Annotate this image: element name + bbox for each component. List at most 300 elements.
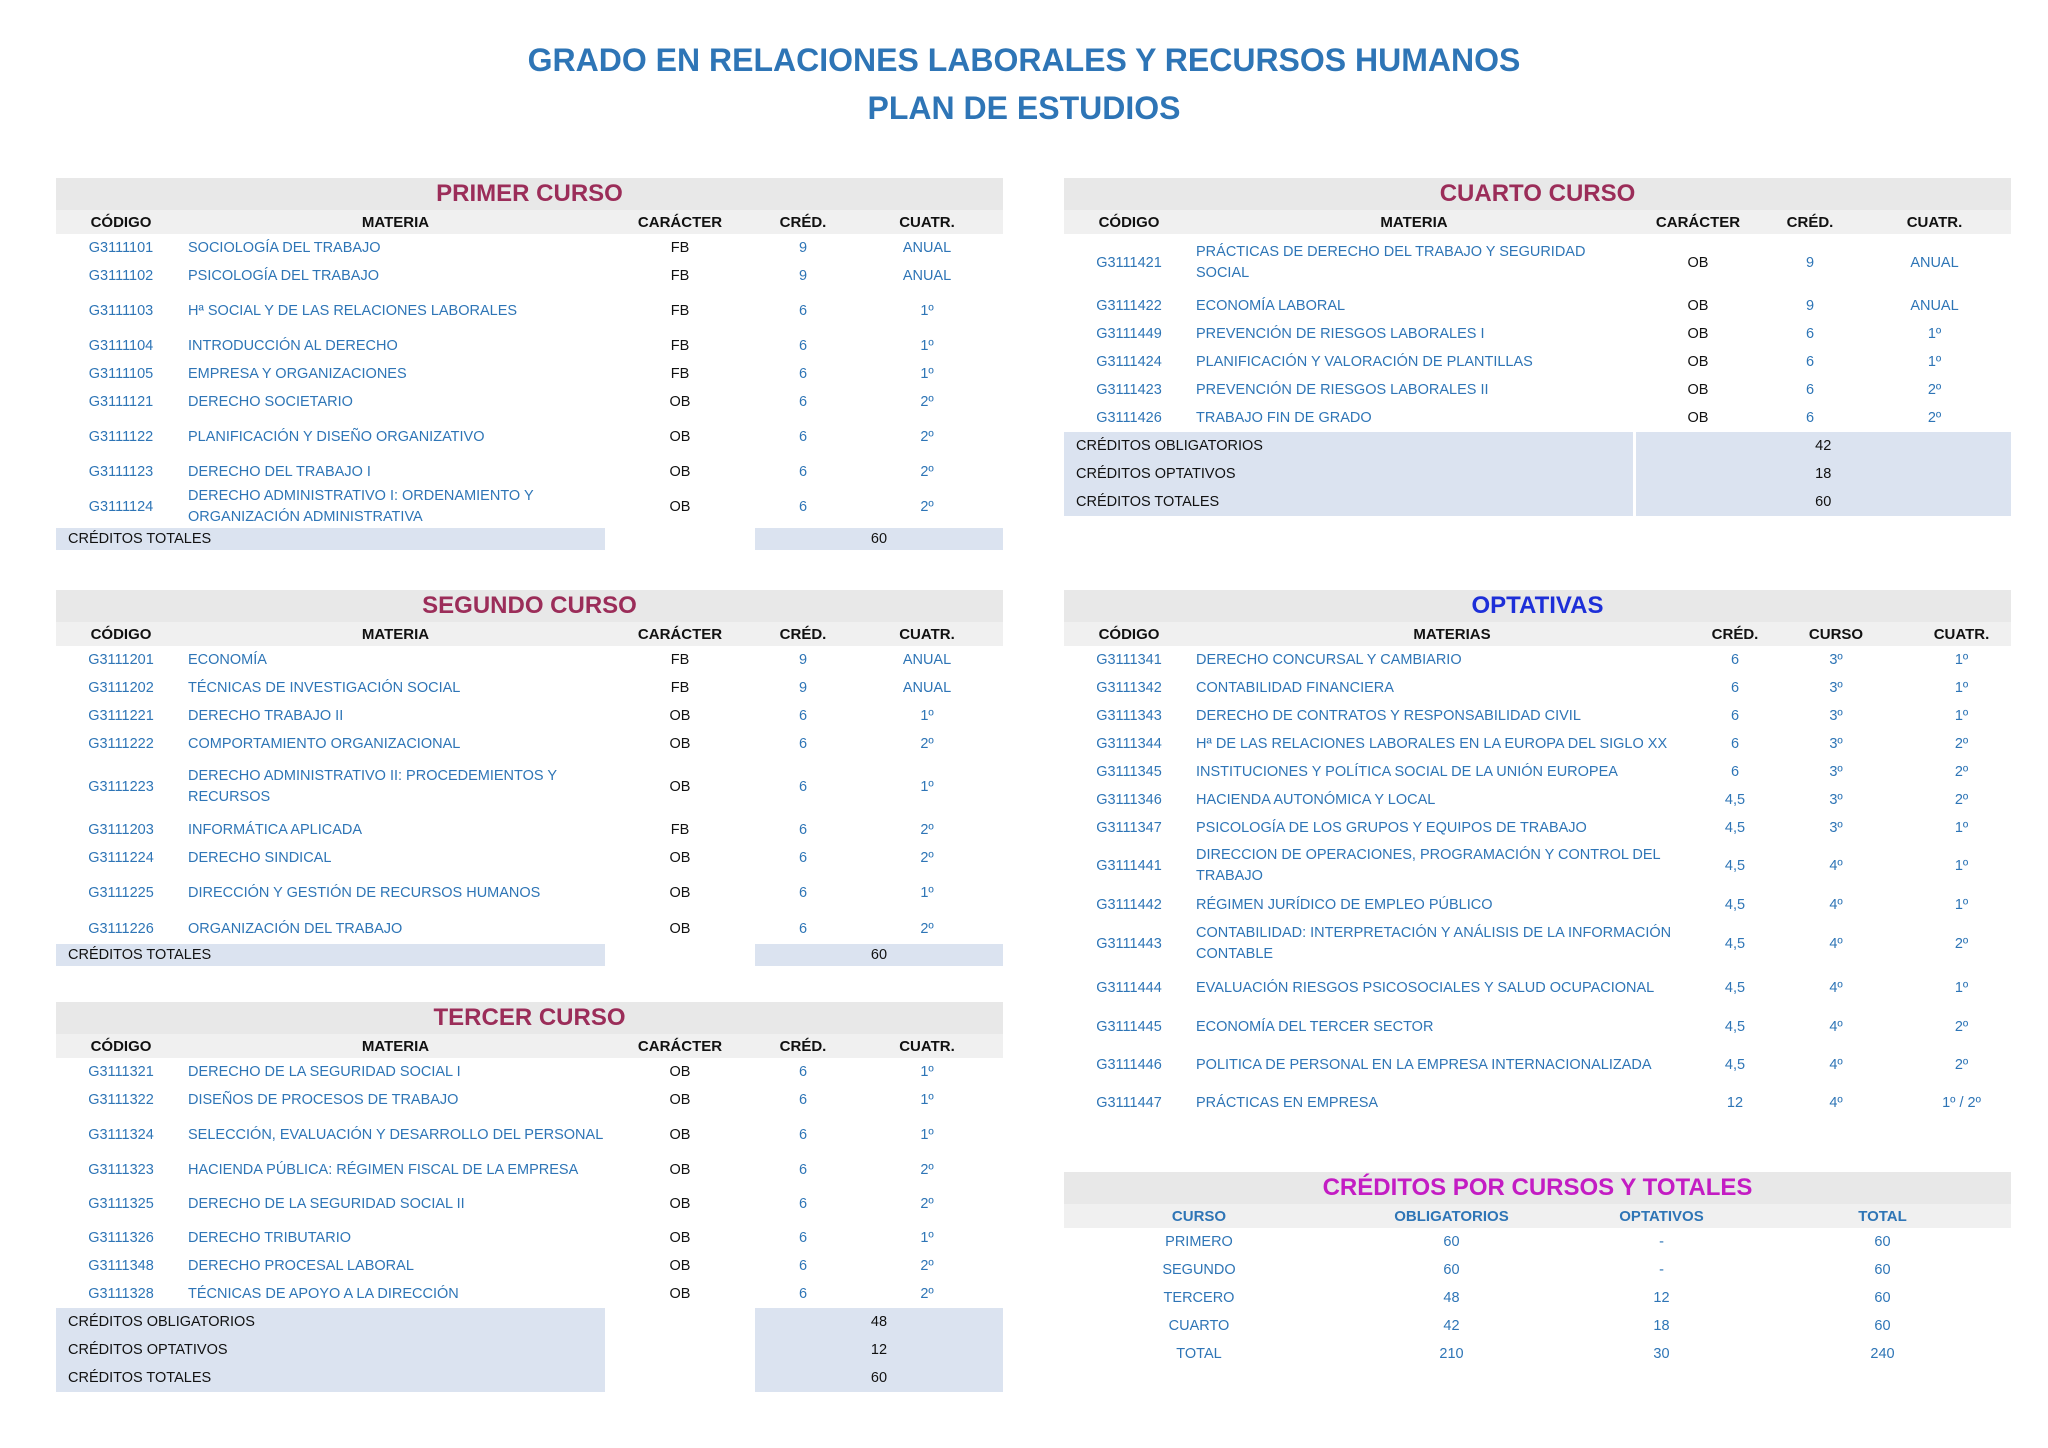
- document-subtitle: PLAN DE ESTUDIOS: [867, 90, 1181, 126]
- course-name: ECONOMÍA DEL TERCER SECTOR: [1196, 1018, 1434, 1035]
- resumen-curso: CUARTO: [1168, 1317, 1230, 1334]
- segundo-curso-title: SEGUNDO CURSO: [56, 590, 1003, 622]
- course-cred: 6: [798, 821, 808, 838]
- course-caracter: OB: [669, 1257, 691, 1274]
- course-cred: 6: [1730, 763, 1740, 780]
- course-code: G3111342: [1096, 679, 1162, 696]
- course-cuatr: 2º: [920, 849, 934, 866]
- header-materia: MATERIA: [186, 210, 605, 234]
- header-materia: MATERIA: [186, 1034, 605, 1058]
- header-cuatr: CUATR.: [851, 210, 1003, 234]
- course-cred: 4,5: [1724, 979, 1746, 996]
- table-row: [1064, 1228, 2011, 1256]
- course-cred: 6: [798, 302, 808, 319]
- course-code: G3111346: [1096, 791, 1162, 808]
- course-code: G3111341: [1096, 651, 1162, 668]
- course-caracter: OB: [669, 1063, 691, 1080]
- course-cred: 9: [798, 651, 808, 668]
- course-code: G3111441: [1096, 857, 1162, 874]
- course-code: G3111442: [1096, 896, 1162, 913]
- course-cred: 6: [1805, 353, 1815, 370]
- oblig-label: CRÉDITOS OBLIGATORIOS: [56, 1308, 605, 1336]
- course-curso: 3º: [1829, 791, 1843, 808]
- course-cred: 6: [1730, 707, 1740, 724]
- table-row: [56, 388, 1003, 416]
- table-row: [56, 758, 1003, 816]
- course-name: ORGANIZACIÓN DEL TRABAJO: [188, 920, 403, 937]
- tercer-curso-table: [56, 1034, 1003, 1392]
- course-name: COMPORTAMIENTO ORGANIZACIONAL: [188, 735, 461, 752]
- course-name: DERECHO SOCIETARIO: [188, 393, 353, 410]
- table-row: [56, 844, 1003, 872]
- course-cuatr: 2º: [920, 498, 934, 515]
- header-caracter: CARÁCTER: [605, 210, 755, 234]
- course-cuatr: 1º / 2º: [1942, 1094, 1981, 1111]
- course-name: CONTABILIDAD FINANCIERA: [1196, 679, 1394, 696]
- course-cuatr: 1º: [1927, 325, 1942, 342]
- table-row: [56, 1184, 1003, 1224]
- table-row: [56, 1252, 1003, 1280]
- course-name: PSICOLOGÍA DEL TRABAJO: [188, 267, 379, 284]
- course-code: G3111348: [88, 1257, 154, 1274]
- course-cuatr: 2º: [920, 428, 934, 445]
- oblig-row: [1064, 432, 2011, 460]
- course-code: G3111344: [1096, 735, 1162, 752]
- table-row: [56, 332, 1003, 360]
- course-name: PLANIFICACIÓN Y VALORACIÓN DE PLANTILLAS: [1196, 353, 1533, 370]
- header-cuatr: CUATR.: [1858, 210, 2011, 234]
- course-cred: 6: [798, 707, 808, 724]
- course-name: INTRODUCCIÓN AL DERECHO: [188, 337, 398, 354]
- totals-label: CRÉDITOS TOTALES: [1064, 488, 1634, 516]
- course-cuatr: 2º: [920, 1161, 934, 1178]
- table-row: [56, 1114, 1003, 1156]
- course-name: DERECHO DE LA SEGURIDAD SOCIAL I: [188, 1063, 461, 1080]
- course-code: G3111326: [88, 1229, 154, 1246]
- course-name: DERECHO ADMINISTRATIVO I: ORDENAMIENTO Y ORGANIZACIÓN ADMINISTRATIVA: [188, 488, 534, 525]
- course-curso: 3º: [1829, 707, 1843, 724]
- totals-value: 60: [1634, 488, 2011, 516]
- course-cred: 6: [798, 920, 808, 937]
- course-cred: 6: [798, 1285, 808, 1302]
- header-total: TOTAL: [1754, 1204, 2011, 1228]
- course-cred: 9: [1805, 297, 1815, 314]
- course-caracter: OB: [1687, 409, 1709, 426]
- totals-row: [56, 1364, 1003, 1392]
- header-curso: CURSO: [1760, 622, 1912, 646]
- course-cuatr: 1º: [920, 1091, 934, 1108]
- course-name: TÉCNICAS DE INVESTIGACIÓN SOCIAL: [188, 679, 461, 696]
- oblig-value: 48: [755, 1308, 1003, 1336]
- table-row: [1064, 814, 2011, 842]
- resumen-oblig: 60: [1443, 1261, 1460, 1278]
- course-caracter: OB: [1687, 325, 1709, 342]
- course-name: EMPRESA Y ORGANIZACIONES: [188, 365, 407, 382]
- course-curso: 4º: [1829, 979, 1843, 996]
- course-code: G3111422: [1096, 297, 1162, 314]
- table-row: [1064, 376, 2011, 404]
- course-cred: 6: [798, 1091, 808, 1108]
- course-name: SOCIOLOGÍA DEL TRABAJO: [188, 239, 381, 256]
- course-cred: 6: [798, 463, 808, 480]
- header-obligatorios: OBLIGATORIOS: [1334, 1204, 1569, 1228]
- course-caracter: OB: [669, 1091, 691, 1108]
- course-name: Hª SOCIAL Y DE LAS RELACIONES LABORALES: [188, 302, 518, 319]
- tercer-curso-title: TERCER CURSO: [56, 1002, 1003, 1034]
- table-row: [1064, 1008, 2011, 1046]
- course-code: G3111225: [88, 884, 154, 901]
- resumen-total: 240: [1870, 1345, 1895, 1362]
- course-cuatr: 1º: [920, 337, 934, 354]
- header-cred: CRÉD.: [755, 210, 851, 234]
- table-row: [56, 1224, 1003, 1252]
- course-code: G3111328: [88, 1285, 154, 1302]
- course-cred: 6: [798, 1195, 808, 1212]
- course-code: G3111322: [88, 1091, 154, 1108]
- course-caracter: OB: [1687, 254, 1709, 271]
- table-row: [1064, 1312, 2011, 1340]
- course-cred: 6: [798, 1126, 808, 1143]
- course-cred: 6: [798, 1161, 808, 1178]
- course-cuatr: 1º: [1954, 651, 1969, 668]
- course-code: G3111423: [1096, 381, 1162, 398]
- totals-row: [56, 944, 1003, 966]
- course-name: DERECHO TRABAJO II: [188, 707, 344, 724]
- course-name: DERECHO TRIBUTARIO: [188, 1229, 352, 1246]
- course-cred: 4,5: [1724, 791, 1746, 808]
- course-cred: 6: [798, 498, 808, 515]
- course-cred: 6: [798, 428, 808, 445]
- course-cred: 6: [798, 1229, 808, 1246]
- course-cred: 4,5: [1724, 857, 1746, 874]
- course-code: G3111343: [1096, 707, 1162, 724]
- course-caracter: OB: [669, 1285, 691, 1302]
- totals-value: 60: [755, 1364, 1003, 1392]
- course-code: G3111445: [1096, 1018, 1162, 1035]
- course-name: HACIENDA PÚBLICA: RÉGIMEN FISCAL DE LA EMPRESA: [188, 1161, 579, 1178]
- course-code: G3111101: [88, 239, 154, 256]
- opt-row: [1064, 460, 2011, 488]
- course-curso: 3º: [1829, 651, 1843, 668]
- course-cuatr: 1º: [920, 365, 934, 382]
- header-caracter: CARÁCTER: [1634, 210, 1762, 234]
- primer-curso-section: [56, 178, 1003, 550]
- course-code: G3111222: [88, 735, 154, 752]
- opt-value: 12: [755, 1336, 1003, 1364]
- header-codigo: CÓDIGO: [56, 622, 186, 646]
- course-curso: 3º: [1829, 763, 1843, 780]
- course-cuatr: 2º: [920, 920, 934, 937]
- course-cuatr: 1º: [920, 884, 934, 901]
- totals-row: [56, 528, 1003, 550]
- course-name: DERECHO DE CONTRATOS Y RESPONSABILIDAD CIVIL: [1196, 707, 1581, 724]
- table-row: [56, 1156, 1003, 1184]
- course-cred: 4,5: [1724, 1018, 1746, 1035]
- document-title: GRADO EN RELACIONES LABORALES Y RECURSOS HUMANOS: [527, 42, 1521, 78]
- course-cred: 6: [798, 365, 808, 382]
- course-code: G3111324: [88, 1126, 154, 1143]
- course-cred: 6: [1805, 325, 1815, 342]
- course-caracter: OB: [669, 428, 691, 445]
- course-caracter: OB: [669, 884, 691, 901]
- table-row: [1064, 1340, 2011, 1368]
- course-cuatr: 2º: [1954, 735, 1969, 752]
- course-caracter: FB: [670, 679, 690, 696]
- course-cred: 9: [798, 239, 808, 256]
- course-name: DERECHO ADMINISTRATIVO II: PROCEDEMIENTOS Y RECURSOS: [188, 768, 557, 805]
- table-row: [1064, 730, 2011, 758]
- course-name: DERECHO DE LA SEGURIDAD SOCIAL II: [188, 1195, 465, 1212]
- header-caracter: CARÁCTER: [605, 622, 755, 646]
- course-caracter: OB: [1687, 353, 1709, 370]
- header-cred: CRÉD.: [755, 1034, 851, 1058]
- course-code: G3111221: [88, 707, 154, 724]
- segundo-curso-table: [56, 622, 1003, 966]
- course-cred: 6: [798, 1063, 808, 1080]
- table-row: [56, 290, 1003, 332]
- opt-label: CRÉDITOS OPTATIVOS: [56, 1336, 605, 1364]
- course-code: G3111103: [88, 302, 154, 319]
- course-curso: 4º: [1829, 1018, 1843, 1035]
- course-cred: 6: [798, 393, 808, 410]
- table-row: [1064, 842, 2011, 890]
- course-caracter: FB: [670, 365, 690, 382]
- resumen-opt: 30: [1653, 1345, 1670, 1362]
- header-cuatr: CUATR.: [851, 1034, 1003, 1058]
- course-caracter: OB: [669, 778, 691, 795]
- header-cred: CRÉD.: [1762, 210, 1858, 234]
- course-code: G3111102: [88, 267, 154, 284]
- course-cuatr: 2º: [920, 393, 934, 410]
- course-caracter: OB: [669, 1126, 691, 1143]
- course-cuatr: 2º: [1954, 763, 1969, 780]
- resumen-total: 60: [1874, 1233, 1891, 1250]
- totals-row: [1064, 488, 2011, 516]
- table-row: [56, 816, 1003, 844]
- course-cred: 6: [798, 1257, 808, 1274]
- header-cred: CRÉD.: [1710, 622, 1760, 646]
- course-cuatr: 1º: [1954, 896, 1969, 913]
- course-code: G3111105: [88, 365, 154, 382]
- table-row: [1064, 890, 2011, 920]
- opt-row: [56, 1336, 1003, 1364]
- table-row: [1064, 702, 2011, 730]
- course-name: POLITICA DE PERSONAL EN LA EMPRESA INTERNACIONALIZADA: [1196, 1056, 1652, 1073]
- table-row: [56, 262, 1003, 290]
- table-row: [56, 486, 1003, 528]
- resumen-oblig: 48: [1443, 1289, 1460, 1306]
- course-caracter: OB: [669, 498, 691, 515]
- course-cuatr: 2º: [920, 1195, 934, 1212]
- course-code: G3111449: [1096, 325, 1162, 342]
- course-caracter: OB: [669, 1229, 691, 1246]
- course-cuatr: 2º: [1954, 1056, 1969, 1073]
- header-cuatr: CUATR.: [851, 622, 1003, 646]
- course-cred: 6: [1730, 679, 1740, 696]
- course-caracter: FB: [670, 651, 690, 668]
- course-code: G3111121: [88, 393, 154, 410]
- course-name: ECONOMÍA: [188, 651, 267, 668]
- course-cred: 9: [1805, 254, 1815, 271]
- resumen-curso: PRIMERO: [1165, 1233, 1233, 1250]
- oblig-row: [56, 1308, 1003, 1336]
- course-caracter: FB: [670, 337, 690, 354]
- course-cred: 4,5: [1724, 896, 1746, 913]
- course-caracter: OB: [669, 849, 691, 866]
- course-code: G3111226: [88, 920, 154, 937]
- table-row: [56, 674, 1003, 702]
- course-code: G3111424: [1096, 353, 1162, 370]
- course-cuatr: 1º: [1927, 353, 1942, 370]
- course-caracter: OB: [669, 1161, 691, 1178]
- course-cuatr: 1º: [920, 302, 934, 319]
- course-cred: 6: [798, 735, 808, 752]
- course-curso: 4º: [1829, 935, 1843, 952]
- totals-value: 60: [755, 528, 1003, 550]
- table-row: [1064, 348, 2011, 376]
- header-materia: MATERIA: [186, 622, 605, 646]
- course-cuatr: 2º: [1954, 791, 1969, 808]
- header-codigo: CÓDIGO: [56, 210, 186, 234]
- totals-value: 60: [755, 944, 1003, 966]
- resumen-table: [1064, 1204, 2011, 1368]
- course-caracter: OB: [669, 463, 691, 480]
- totals-label: CRÉDITOS TOTALES: [56, 1364, 605, 1392]
- course-cuatr: 1º: [1954, 707, 1969, 724]
- resumen-opt: 12: [1653, 1289, 1670, 1306]
- course-cuatr: 1º: [920, 707, 934, 724]
- course-name: PSICOLOGÍA DE LOS GRUPOS Y EQUIPOS DE TRABAJO: [1196, 819, 1587, 836]
- course-name: PLANIFICACIÓN Y DISEÑO ORGANIZATIVO: [188, 428, 485, 445]
- opt-label: CRÉDITOS OPTATIVOS: [1064, 460, 1634, 488]
- course-code: G3111122: [88, 428, 154, 445]
- table-row: [56, 872, 1003, 914]
- totals-label: CRÉDITOS TOTALES: [56, 944, 605, 966]
- course-cred: 6: [1730, 735, 1740, 752]
- course-name: ECONOMÍA LABORAL: [1196, 297, 1346, 314]
- course-cred: 4,5: [1724, 935, 1746, 952]
- table-row: [1064, 1284, 2011, 1312]
- course-code: G3111224: [88, 849, 154, 866]
- course-cuatr: 2º: [1954, 1018, 1969, 1035]
- course-name: TRABAJO FIN DE GRADO: [1196, 409, 1372, 426]
- course-cuatr: 1º: [1954, 979, 1969, 996]
- course-caracter: OB: [1687, 297, 1709, 314]
- course-cred: 6: [798, 337, 808, 354]
- course-cred: 9: [798, 267, 808, 284]
- course-code: G3111203: [88, 821, 154, 838]
- table-row: [56, 1058, 1003, 1086]
- header-codigo: CÓDIGO: [1064, 622, 1194, 646]
- course-curso: 4º: [1829, 1056, 1843, 1073]
- course-code: G3111124: [88, 498, 154, 515]
- course-cred: 4,5: [1724, 819, 1746, 836]
- totals-label: CRÉDITOS TOTALES: [56, 528, 605, 550]
- course-cuatr: 2º: [920, 1285, 934, 1302]
- course-name: INSTITUCIONES Y POLÍTICA SOCIAL DE LA UNIÓN EUROPEA: [1196, 763, 1618, 780]
- course-name: HACIENDA AUTONÓMICA Y LOCAL: [1196, 791, 1436, 808]
- header-cuatr: CUATR.: [1912, 622, 2011, 646]
- primer-curso-table: [56, 210, 1003, 550]
- course-cuatr: 1º: [920, 1126, 934, 1143]
- course-name: DIRECCION DE OPERACIONES, PROGRAMACIÓN Y CONTROL DEL TRABAJO: [1196, 847, 1661, 884]
- resumen-oblig: 210: [1439, 1345, 1464, 1362]
- course-curso: 4º: [1829, 1094, 1843, 1111]
- course-name: Hª DE LAS RELACIONES LABORALES EN LA EUROPA DEL SIGLO XX: [1196, 735, 1668, 752]
- resumen-total: 60: [1874, 1261, 1891, 1278]
- course-code: G3111426: [1096, 409, 1162, 426]
- course-cred: 6: [1805, 409, 1815, 426]
- course-name: EVALUACIÓN RIESGOS PSICOSOCIALES Y SALUD OCUPACIONAL: [1196, 979, 1655, 996]
- resumen-opt: -: [1659, 1233, 1664, 1250]
- header-materia: MATERIA: [1194, 210, 1634, 234]
- table-row: [1064, 1256, 2011, 1284]
- course-code: G3111201: [88, 651, 154, 668]
- course-cred: 6: [798, 884, 808, 901]
- header-codigo: CÓDIGO: [1064, 210, 1194, 234]
- course-cred: 4,5: [1724, 1056, 1746, 1073]
- oblig-label: CRÉDITOS OBLIGATORIOS: [1064, 432, 1634, 460]
- header-cred: CRÉD.: [755, 622, 851, 646]
- course-caracter: FB: [670, 239, 690, 256]
- table-row: [1064, 920, 2011, 968]
- header-codigo: CÓDIGO: [56, 1034, 186, 1058]
- table-row: [56, 1086, 1003, 1114]
- course-code: G3111443: [1096, 935, 1162, 952]
- resumen-opt: 18: [1653, 1317, 1670, 1334]
- header-curso: CURSO: [1064, 1204, 1334, 1228]
- course-cred: 6: [798, 778, 808, 795]
- course-name: CONTABILIDAD: INTERPRETACIÓN Y ANÁLISIS DE LA INFORMACIÓN CONTABLE: [1196, 925, 1672, 962]
- course-cred: 6: [798, 849, 808, 866]
- course-name: PRÁCTICAS EN EMPRESA: [1196, 1094, 1379, 1111]
- optativas-title: OPTATIVAS: [1064, 590, 2011, 622]
- table-row: [56, 458, 1003, 486]
- course-code: G3111446: [1096, 1056, 1162, 1073]
- course-cuatr: 2º: [920, 1257, 934, 1274]
- course-curso: 4º: [1829, 896, 1843, 913]
- table-row: [56, 234, 1003, 262]
- table-row: [56, 1280, 1003, 1308]
- course-caracter: OB: [669, 707, 691, 724]
- course-cuatr: ANUAL: [902, 651, 952, 668]
- resumen-total: 60: [1874, 1289, 1891, 1306]
- resumen-curso: TOTAL: [1176, 1345, 1222, 1362]
- course-cred: 9: [798, 679, 808, 696]
- course-cred: 6: [1730, 651, 1740, 668]
- course-cuatr: 2º: [920, 821, 934, 838]
- primer-curso-title: PRIMER CURSO: [56, 178, 1003, 210]
- course-name: RÉGIMEN JURÍDICO DE EMPLEO PÚBLICO: [1196, 896, 1493, 913]
- course-name: PREVENCIÓN DE RIESGOS LABORALES II: [1196, 381, 1489, 398]
- resumen-title: CRÉDITOS POR CURSOS Y TOTALES: [1064, 1172, 2011, 1204]
- course-cuatr: ANUAL: [902, 267, 952, 284]
- resumen-curso: SEGUNDO: [1162, 1261, 1236, 1278]
- course-cuatr: 1º: [920, 778, 934, 795]
- course-cred: 6: [1805, 381, 1815, 398]
- course-code: G3111345: [1096, 763, 1162, 780]
- table-row: [56, 914, 1003, 944]
- course-cuatr: 1º: [1954, 857, 1969, 874]
- course-code: G3111202: [88, 679, 154, 696]
- course-caracter: OB: [669, 1195, 691, 1212]
- table-row: [1064, 234, 2011, 292]
- cuarto-curso-section: [1064, 178, 2011, 516]
- course-name: INFORMÁTICA APLICADA: [188, 821, 363, 838]
- course-curso: 3º: [1829, 819, 1843, 836]
- course-cuatr: ANUAL: [902, 679, 952, 696]
- course-cuatr: 1º: [920, 1063, 934, 1080]
